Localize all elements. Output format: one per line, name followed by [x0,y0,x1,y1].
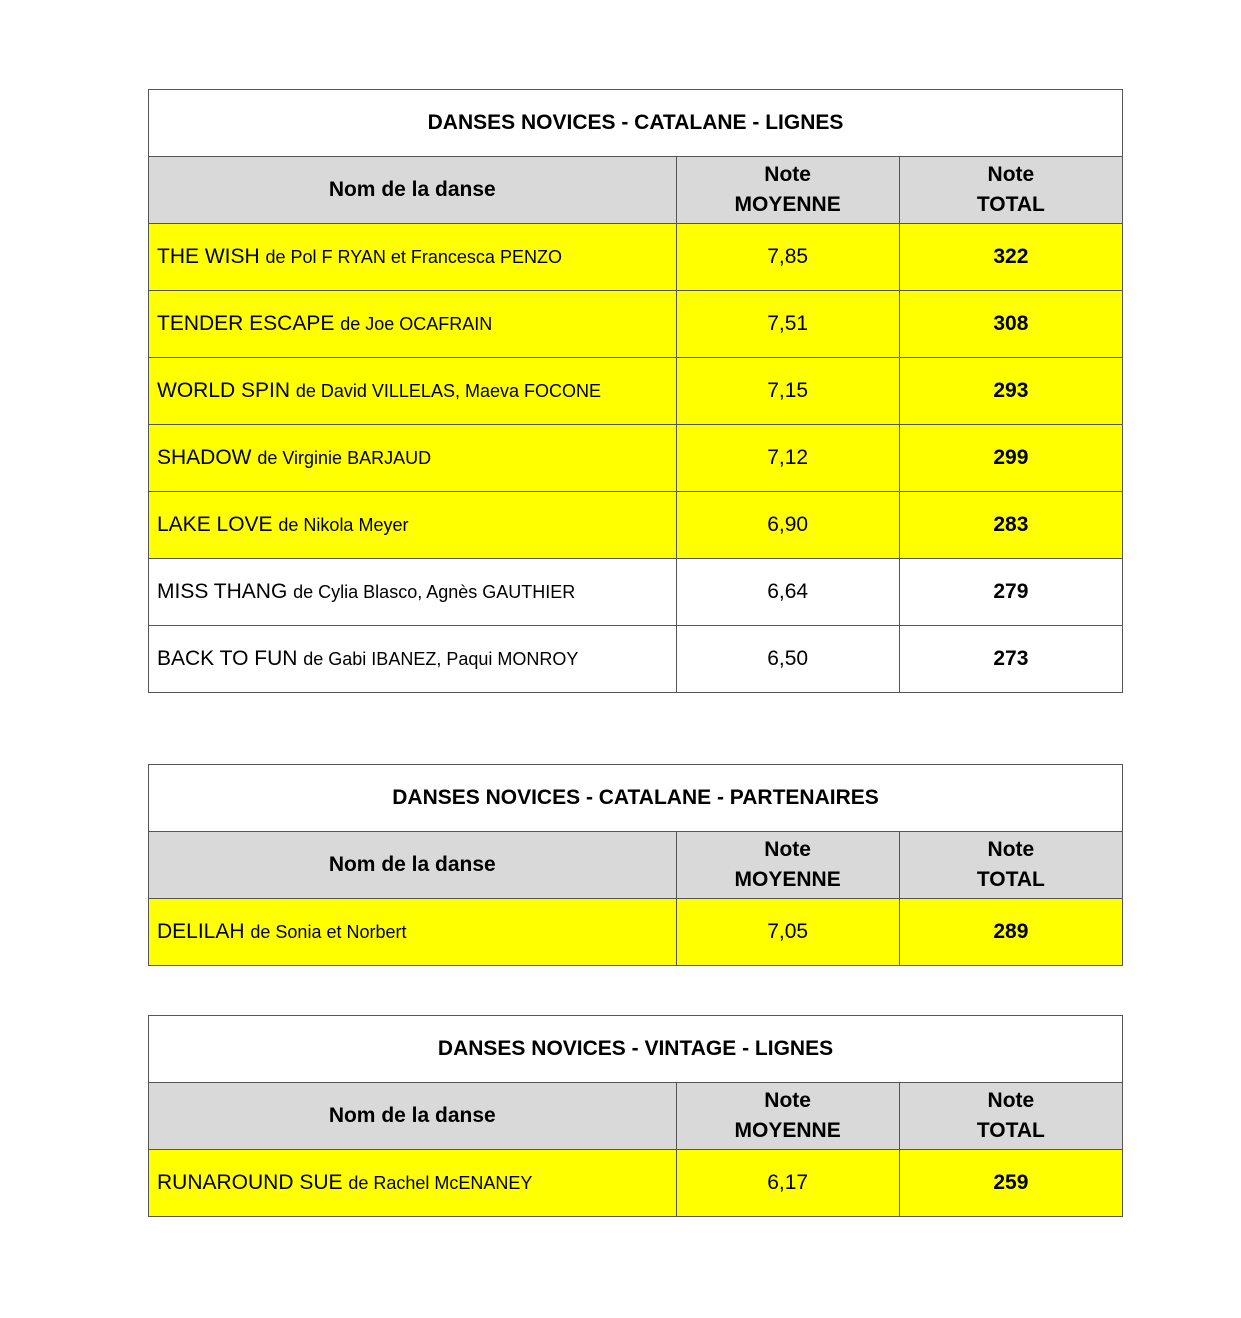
table-row [149,559,1123,626]
table-row [149,1150,1123,1217]
dance-name-cell [149,224,677,291]
table-row [149,425,1123,492]
average-score: 6,50 [676,626,899,693]
average-score: 6,64 [676,559,899,626]
column-header-name: Nom de la danse [149,157,677,224]
header-line: Note [987,1089,1035,1112]
dance-authors: de Nikola Meyer [278,515,409,535]
header-line: Note [764,1089,811,1112]
dance-title: WORLD SPIN [157,379,291,402]
average-score: 7,85 [676,224,899,291]
dance-title: BACK TO FUN [157,647,298,670]
header-line: Note [764,838,811,861]
dance-title: LAKE LOVE [157,513,273,536]
total-score: 308 [899,291,1122,358]
total-score: 283 [899,492,1122,559]
dance-name-cell [149,626,677,693]
header-line: TOTAL [976,868,1045,891]
column-header-total [899,832,1122,899]
table-row [149,224,1123,291]
dance-title: RUNAROUND SUE [157,1171,343,1194]
dance-name-cell [149,559,677,626]
header-line: TOTAL [976,1119,1045,1142]
dance-authors: de Rachel McENANEY [348,1173,533,1193]
header-line: TOTAL [976,193,1045,216]
column-header-avg [676,832,899,899]
dance-authors: de David VILLELAS, Maeva FOCONE [295,381,601,401]
total-score: 293 [899,358,1122,425]
header-line: Note [987,163,1035,186]
dance-title: THE WISH [157,245,260,268]
dance-authors: de Pol F RYAN et Francesca PENZO [265,247,562,267]
header-line: MOYENNE [734,868,841,891]
dance-name-cell [149,899,677,966]
dance-authors: de Gabi IBANEZ, Paqui MONROY [303,649,579,669]
header-line: MOYENNE [734,1119,841,1142]
dance-name-cell [149,358,677,425]
average-score: 6,17 [676,1150,899,1217]
dance-title: DELILAH [157,920,245,943]
column-header-name: Nom de la danse [149,1083,677,1150]
header-line: Note [764,163,811,186]
dance-authors: de Cylia Blasco, Agnès GAUTHIER [293,582,576,602]
dance-name-cell [149,492,677,559]
column-header-name: Nom de la danse [149,832,677,899]
total-score: 273 [899,626,1122,693]
dance-authors: de Sonia et Norbert [250,922,407,942]
total-score: 322 [899,224,1122,291]
total-score: 299 [899,425,1122,492]
total-score: 279 [899,559,1122,626]
average-score: 6,90 [676,492,899,559]
table-row [149,492,1123,559]
dance-name-cell [149,291,677,358]
column-header-avg [676,1083,899,1150]
dance-authors: de Joe OCAFRAIN [340,314,493,334]
table-title: DANSES NOVICES - CATALANE - LIGNES [149,90,1123,157]
dance-title: MISS THANG [157,580,288,603]
average-score: 7,12 [676,425,899,492]
header-line: Note [987,838,1035,861]
total-score: 289 [899,899,1122,966]
column-header-avg [676,157,899,224]
dance-name-cell [149,1150,677,1217]
table-title: DANSES NOVICES - VINTAGE - LIGNES [149,1016,1123,1083]
results-table-catalane-partenaires [148,764,1123,966]
average-score: 7,51 [676,291,899,358]
total-score: 259 [899,1150,1122,1217]
dance-title: TENDER ESCAPE [157,312,335,335]
results-table-catalane-lignes [148,89,1123,693]
table-row [149,291,1123,358]
column-header-total [899,157,1122,224]
table-row [149,899,1123,966]
results-table-vintage-lignes [148,1015,1123,1217]
dance-authors: de Virginie BARJAUD [257,448,432,468]
column-header-total [899,1083,1122,1150]
dance-title: SHADOW [157,446,252,469]
header-line: MOYENNE [734,193,841,216]
table-row [149,626,1123,693]
average-score: 7,15 [676,358,899,425]
dance-name-cell [149,425,677,492]
table-title: DANSES NOVICES - CATALANE - PARTENAIRES [149,765,1123,832]
average-score: 7,05 [676,899,899,966]
table-row [149,358,1123,425]
